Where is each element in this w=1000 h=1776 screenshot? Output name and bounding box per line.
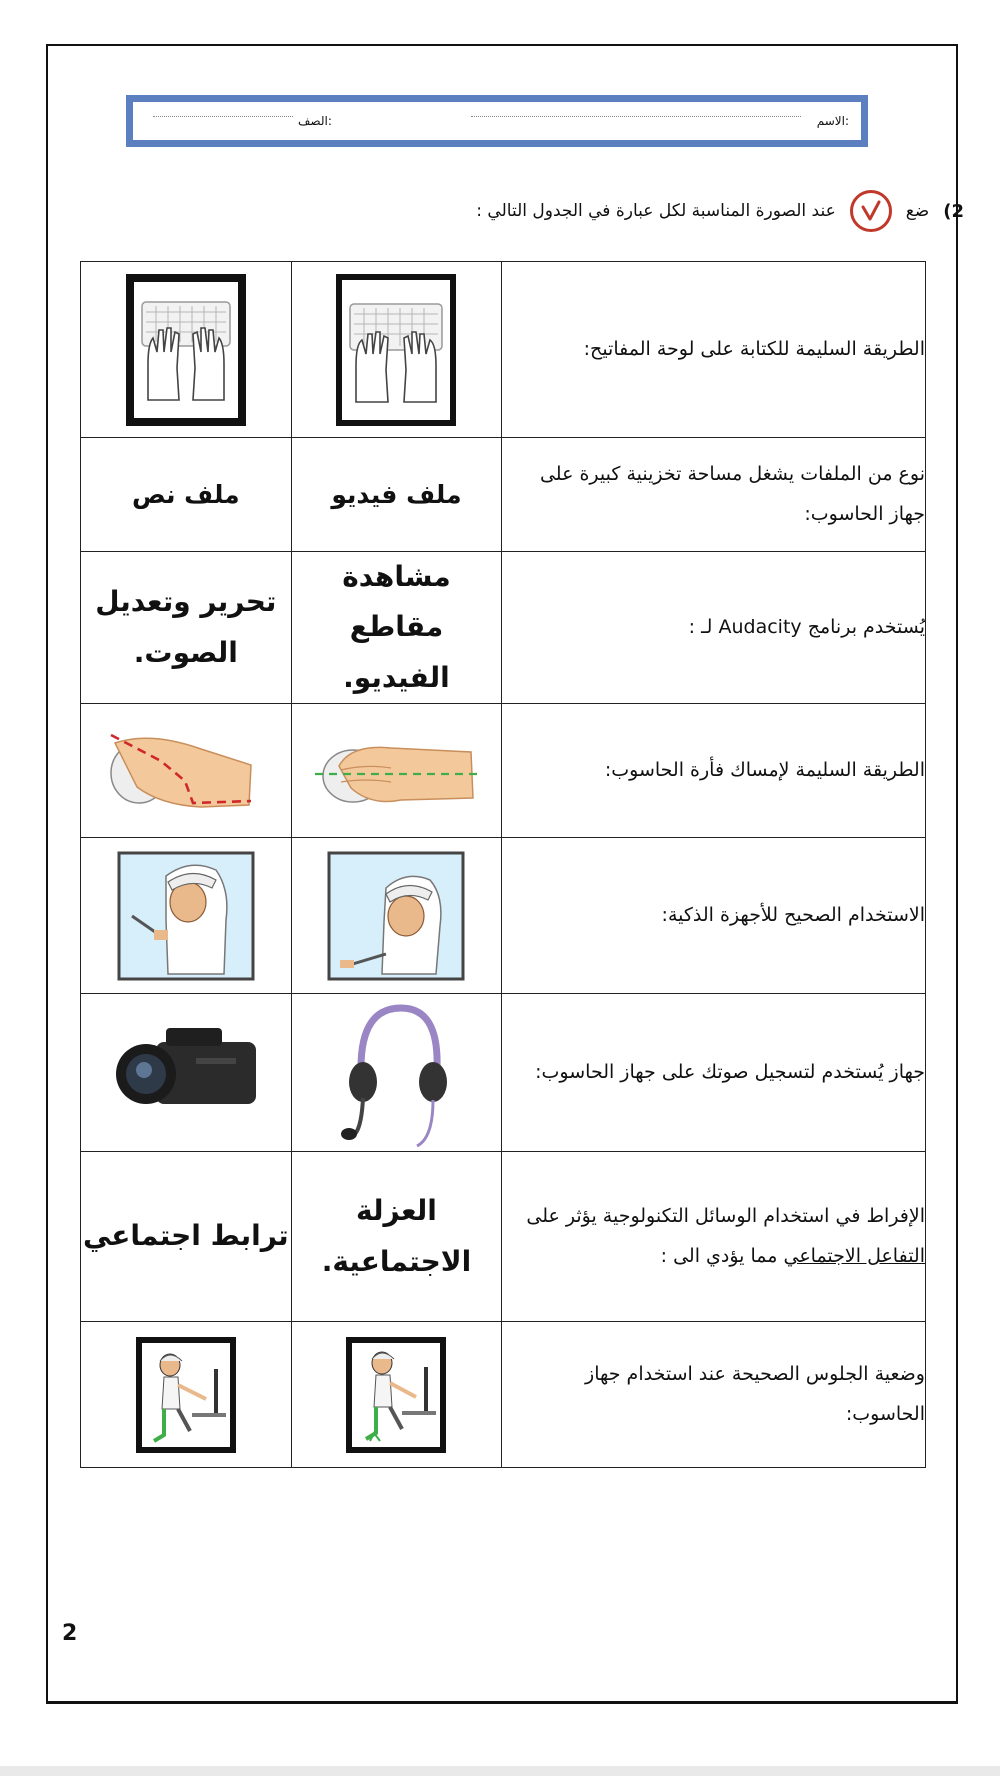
sitting-at-computer-image <box>81 1337 291 1453</box>
sitting-at-computer-image <box>292 1337 502 1453</box>
option-cell[interactable]: ترابط اجتماعي <box>81 1152 292 1322</box>
option-cell[interactable] <box>291 704 502 838</box>
question-prefix: ضع <box>905 201 930 221</box>
keyboard-hands-image <box>81 274 291 426</box>
row-prompt: وضعية الجلوس الصحيحة عند استخدام جهاز الحاسوب: <box>502 1322 926 1468</box>
option-cell[interactable] <box>81 838 292 994</box>
row-prompt: الاستخدام الصحيح للأجهزة الذكية: <box>502 838 926 994</box>
table-row <box>81 438 926 552</box>
option-cell[interactable] <box>81 1322 292 1468</box>
option-cell[interactable] <box>291 994 502 1152</box>
row-prompt: جهاز يُستخدم لتسجيل صوتك على جهاز الحاسوب: <box>502 994 926 1152</box>
table-row <box>81 1152 926 1322</box>
option-cell[interactable] <box>291 262 502 438</box>
option-cell[interactable]: ملف فيديو <box>291 438 502 552</box>
name-field[interactable] <box>471 116 801 117</box>
row-prompt: يُستخدم برنامج Audacity لـ : <box>502 552 926 704</box>
row-prompt: نوع من الملفات يشغل مساحة تخزينية كبيرة على جهاز الحاسوب: <box>502 438 926 552</box>
row-prompt: الإفراط في استخدام الوسائل التكنولوجية يؤثر على التفاعل الاجتماعي مما يؤدي الى : <box>502 1152 926 1322</box>
question-text: عند الصورة المناسبة لكل عبارة في الجدول التالي : <box>476 201 836 221</box>
option-cell[interactable] <box>291 1322 502 1468</box>
bottom-strip <box>0 1766 1000 1776</box>
table-row <box>81 262 926 438</box>
underlined-phrase: التفاعل الاجتماعي <box>783 1244 925 1267</box>
name-class-box <box>126 95 868 147</box>
page-number: 2 <box>62 1621 78 1646</box>
hand-on-mouse-bent-image <box>81 721 291 821</box>
table-row <box>81 1322 926 1468</box>
table-row <box>81 552 926 704</box>
question-instruction <box>476 190 964 232</box>
option-cell[interactable] <box>81 262 292 438</box>
option-cell[interactable]: مشاهدة مقاطع الفيديو. <box>291 552 502 704</box>
question-number: 2) <box>943 200 964 222</box>
option-cell[interactable]: تحرير وتعديل الصوت. <box>81 552 292 704</box>
option-cell[interactable] <box>81 704 292 838</box>
option-cell[interactable] <box>81 994 292 1152</box>
table-row <box>81 838 926 994</box>
option-cell[interactable]: ملف نص <box>81 438 292 552</box>
class-field[interactable] <box>153 116 293 117</box>
table-row <box>81 704 926 838</box>
keyboard-hands-image <box>292 274 502 426</box>
class-label: الصف: <box>298 114 332 128</box>
option-cell[interactable] <box>291 838 502 994</box>
row-prompt: الطريقة السليمة لإمساك فأرة الحاسوب: <box>502 704 926 838</box>
answer-table <box>80 261 926 1468</box>
hand-on-mouse-straight-image <box>292 726 502 816</box>
boy-using-tablet-image <box>292 850 502 982</box>
video-camera-image <box>81 1018 291 1128</box>
check-mark-icon <box>850 190 892 232</box>
row-prompt: الطريقة السليمة للكتابة على لوحة المفاتيح: <box>502 262 926 438</box>
option-cell[interactable]: العزلة الاجتماعية. <box>291 1152 502 1322</box>
table-row <box>81 994 926 1152</box>
name-label: الاسم: <box>816 114 849 128</box>
boy-using-tablet-raised-image <box>81 850 291 982</box>
headset-microphone-image <box>292 998 502 1148</box>
